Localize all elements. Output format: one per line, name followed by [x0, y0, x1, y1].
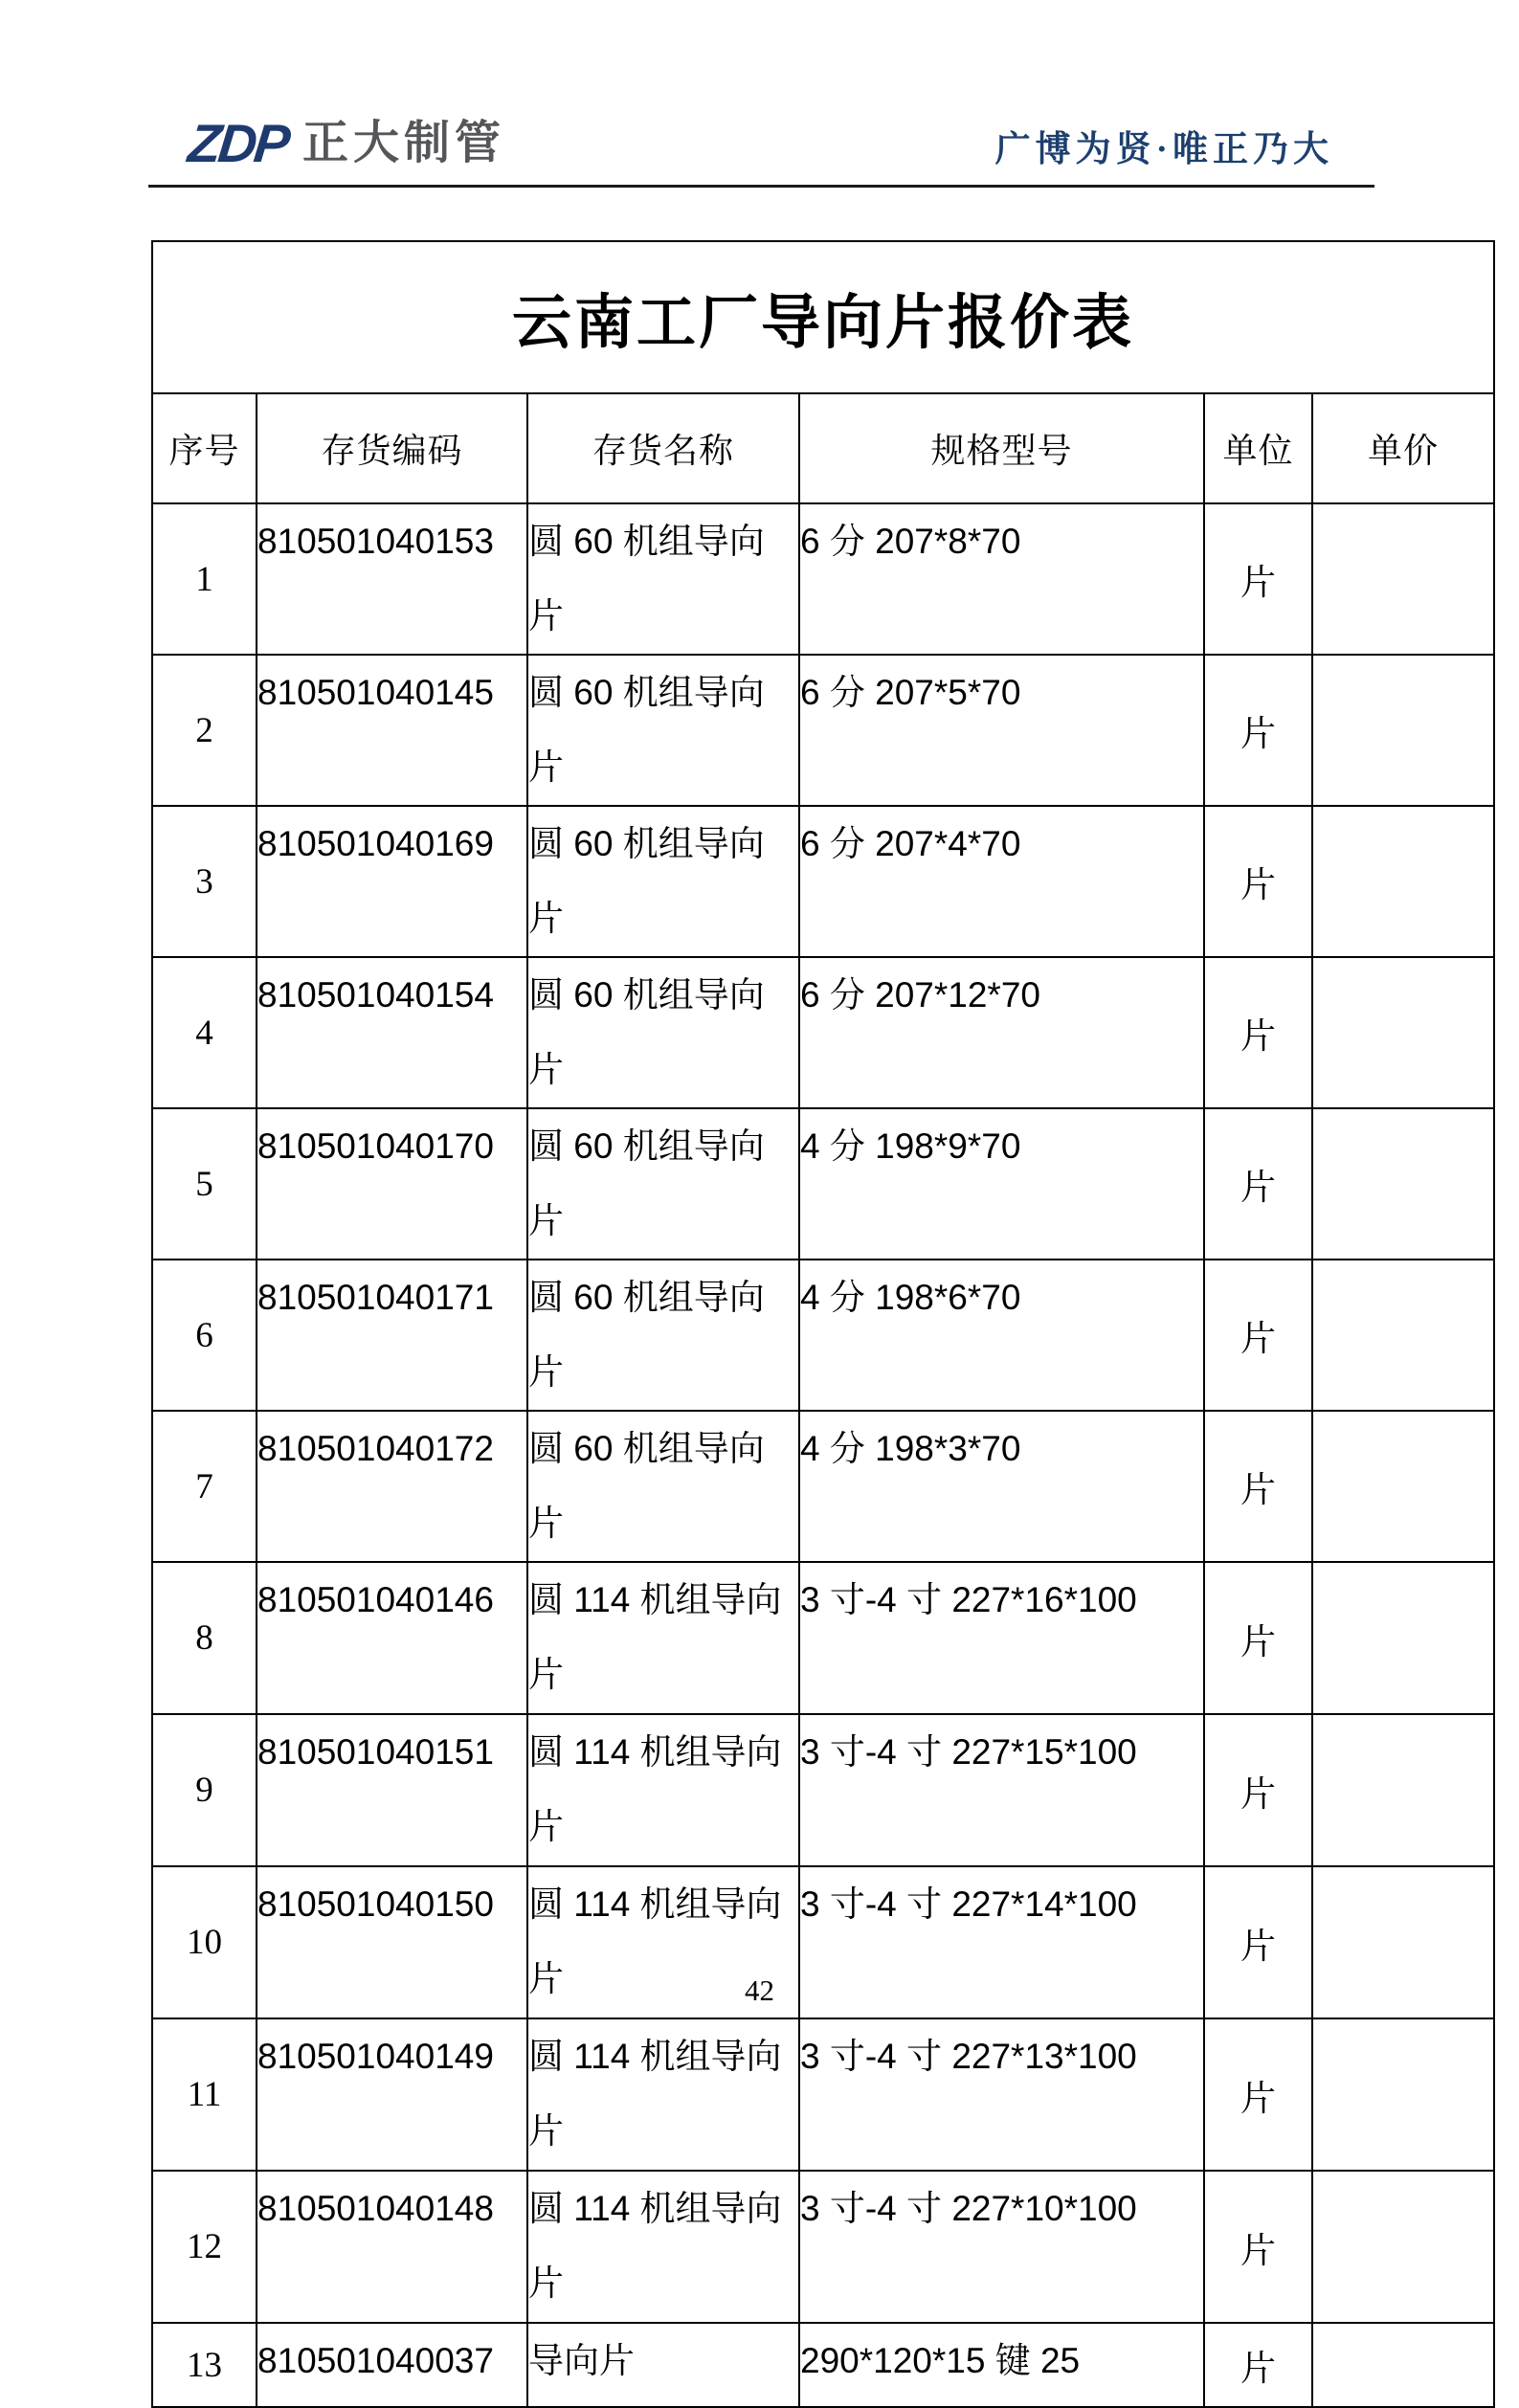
cell-name: 圆 114 机组导向片 — [527, 1562, 799, 1714]
table-row — [152, 1562, 1494, 1714]
cell-unit: 片 — [1204, 1562, 1312, 1714]
cell-name: 圆 114 机组导向片 — [527, 1714, 799, 1866]
table-row — [152, 1411, 1494, 1562]
cell-code: 810501040172 — [257, 1411, 527, 1562]
cell-price — [1312, 1260, 1494, 1411]
cell-name: 圆 60 机组导向片 — [527, 806, 799, 957]
cell-code: 810501040171 — [257, 1260, 527, 1411]
cell-no: 10 — [152, 1866, 257, 2018]
cell-code: 810501040148 — [257, 2171, 527, 2323]
cell-no: 7 — [152, 1411, 257, 1562]
table-row — [152, 2323, 1494, 2407]
cell-no: 4 — [152, 957, 257, 1108]
cell-code: 810501040169 — [257, 806, 527, 957]
cell-spec: 6 分 207*4*70 — [799, 806, 1204, 957]
header-divider — [148, 185, 1374, 188]
cell-price — [1312, 1411, 1494, 1562]
cell-spec: 3 寸-4 寸 227*15*100 — [799, 1714, 1204, 1866]
cell-price — [1312, 655, 1494, 806]
table-row — [152, 503, 1494, 655]
cell-spec: 4 分 198*3*70 — [799, 1411, 1204, 1562]
cell-code: 810501040153 — [257, 503, 527, 655]
col-header-unit: 单位 — [1204, 393, 1312, 503]
company-slogan: 广博为贤·唯正乃大 — [994, 130, 1333, 169]
table-row — [152, 806, 1494, 957]
cell-name: 导向片 — [527, 2323, 799, 2407]
cell-spec: 6 分 207*12*70 — [799, 957, 1204, 1108]
cell-price — [1312, 2323, 1494, 2407]
cell-name: 圆 60 机组导向片 — [527, 1108, 799, 1260]
cell-unit: 片 — [1204, 1714, 1312, 1866]
cell-unit: 片 — [1204, 2018, 1312, 2171]
cell-unit: 片 — [1204, 2171, 1312, 2323]
cell-no: 1 — [152, 503, 257, 655]
cell-code: 810501040149 — [257, 2018, 527, 2171]
cell-no: 6 — [152, 1260, 257, 1411]
col-header-code: 存货编码 — [257, 393, 527, 503]
cell-unit: 片 — [1204, 1411, 1312, 1562]
cell-no: 2 — [152, 655, 257, 806]
cell-code: 810501040145 — [257, 655, 527, 806]
company-logo — [185, 113, 506, 173]
cell-code: 810501040037 — [257, 2323, 527, 2407]
table-title: 云南工厂导向片报价表 — [152, 241, 1494, 393]
cell-unit: 片 — [1204, 1108, 1312, 1260]
cell-no: 8 — [152, 1562, 257, 1714]
cell-price — [1312, 2171, 1494, 2323]
cell-name: 圆 60 机组导向片 — [527, 1260, 799, 1411]
cell-no: 5 — [152, 1108, 257, 1260]
table-row — [152, 655, 1494, 806]
cell-name: 圆 114 机组导向片 — [527, 2171, 799, 2323]
page-footer — [0, 1973, 1519, 2008]
cell-price — [1312, 806, 1494, 957]
table-row — [152, 1714, 1494, 1866]
table-body — [152, 503, 1494, 2407]
cell-code: 810501040151 — [257, 1714, 527, 1866]
cell-no: 13 — [152, 2323, 257, 2407]
cell-unit: 片 — [1204, 655, 1312, 806]
cell-no: 11 — [152, 2018, 257, 2171]
cell-name: 圆 60 机组导向片 — [527, 655, 799, 806]
cell-spec: 3 寸-4 寸 227*13*100 — [799, 2018, 1204, 2171]
page-number: 42 — [745, 1973, 774, 2007]
cell-spec: 4 分 198*9*70 — [799, 1108, 1204, 1260]
cell-name: 圆 114 机组导向片 — [527, 2018, 799, 2171]
cell-spec: 3 寸-4 寸 227*10*100 — [799, 2171, 1204, 2323]
cell-code: 810501040146 — [257, 1562, 527, 1714]
cell-unit: 片 — [1204, 2323, 1312, 2407]
col-header-price: 单价 — [1312, 393, 1494, 503]
cell-price — [1312, 1562, 1494, 1714]
cell-spec: 6 分 207*8*70 — [799, 503, 1204, 655]
cell-unit: 片 — [1204, 1866, 1312, 2018]
cell-no: 9 — [152, 1714, 257, 1866]
cell-no: 3 — [152, 806, 257, 957]
cell-unit: 片 — [1204, 806, 1312, 957]
cell-spec: 4 分 198*6*70 — [799, 1260, 1204, 1411]
cell-code: 810501040154 — [257, 957, 527, 1108]
cell-price — [1312, 957, 1494, 1108]
cell-no: 12 — [152, 2171, 257, 2323]
cell-spec: 3 寸-4 寸 227*14*100 — [799, 1866, 1204, 2018]
cell-spec: 3 寸-4 寸 227*16*100 — [799, 1562, 1204, 1714]
cell-price — [1312, 2018, 1494, 2171]
cell-name: 圆 60 机组导向片 — [527, 957, 799, 1108]
company-name: 正大制管 — [302, 118, 506, 168]
zdp-logo-mark: ZDP — [185, 113, 291, 173]
col-header-name: 存货名称 — [527, 393, 799, 503]
cell-code: 810501040170 — [257, 1108, 527, 1260]
cell-unit: 片 — [1204, 957, 1312, 1108]
table-header-row — [152, 393, 1494, 503]
table-row — [152, 2171, 1494, 2323]
table-row — [152, 1260, 1494, 1411]
cell-price — [1312, 1714, 1494, 1866]
table-title-row — [152, 241, 1494, 393]
cell-code: 810501040150 — [257, 1866, 527, 2018]
cell-spec: 290*120*15 键 25 — [799, 2323, 1204, 2407]
quotation-table — [151, 240, 1495, 2408]
cell-price — [1312, 503, 1494, 655]
cell-name: 圆 60 机组导向片 — [527, 503, 799, 655]
table-row — [152, 1108, 1494, 1260]
table-row — [152, 2018, 1494, 2171]
cell-unit: 片 — [1204, 1260, 1312, 1411]
cell-name: 圆 60 机组导向片 — [527, 1411, 799, 1562]
cell-name: 圆 114 机组导向片 — [527, 1866, 799, 2018]
cell-price — [1312, 1108, 1494, 1260]
cell-spec: 6 分 207*5*70 — [799, 655, 1204, 806]
cell-unit: 片 — [1204, 503, 1312, 655]
col-header-no: 序号 — [152, 393, 257, 503]
col-header-spec: 规格型号 — [799, 393, 1204, 503]
table-row — [152, 957, 1494, 1108]
